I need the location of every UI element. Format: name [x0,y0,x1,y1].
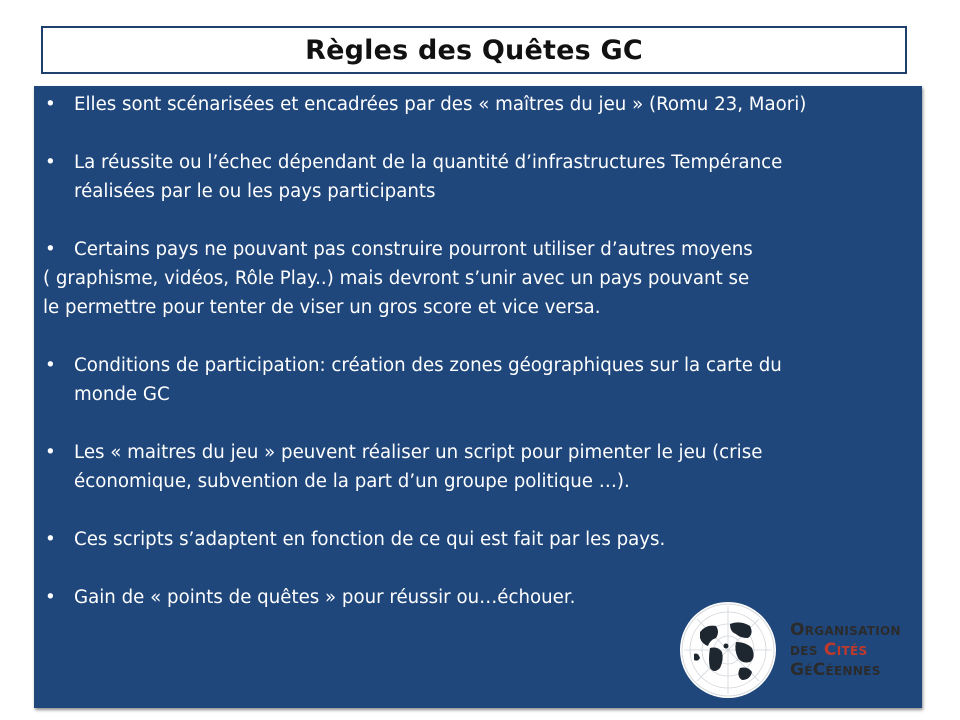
title-box [41,26,907,74]
list-item-text: Ces scripts s’adaptent en fonction de ce qui est fait par les pays. [74,529,666,550]
bullet-icon: • [45,239,56,260]
organisation-logo-text [790,620,920,680]
page-title: Règles des Quêtes GC [305,34,643,66]
list-item-continuation: le permettre pour tenter de viser un gros score et vice versa. [43,297,601,318]
list-item [34,438,922,496]
bullet-icon: • [45,587,56,608]
list-item-text: Certains pays ne pouvant pas construire pourront utiliser d’autres moyens [74,239,753,260]
list-item-continuation: ( graphisme, vidéos, Rôle Play..) mais devront s’unir avec un pays pouvant se [43,268,750,289]
list-item [34,235,922,264]
list-item [34,90,922,119]
globe-map-icon [680,602,776,698]
content-panel [34,86,922,708]
list-item [34,148,922,206]
list-item-text: réalisées par le ou les pays participants [74,181,436,202]
bullet-icon: • [45,529,56,550]
bullet-list [34,86,922,612]
org-line-2-b: Cités [823,640,868,660]
org-line-2 [790,640,920,660]
bullet-icon: • [45,152,56,173]
bullet-icon: • [45,355,56,376]
org-line-3: GéCéennes [790,660,881,680]
list-item-text: monde GC [74,384,170,405]
bullet-icon: • [45,94,56,115]
bullet-icon: • [45,442,56,463]
list-item-text: Les « maitres du jeu » peuvent réaliser un script pour pimenter le jeu (crise [74,442,763,463]
org-line-2-a: des [790,640,824,660]
list-item-text: économique, subvention de la part d’un groupe politique …). [74,471,630,492]
list-item [34,525,922,554]
list-item-text: Conditions de participation: création des zones géographiques sur la carte du [74,355,782,376]
list-item-text: La réussite ou l’échec dépendant de la quantité d’infrastructures Tempérance [74,152,783,173]
list-item-text: Elles sont scénarisées et encadrées par des « maîtres du jeu » (Romu 23, Maori) [74,94,807,115]
list-item [34,583,922,612]
org-line-1: Organisation [790,620,901,640]
list-item-text: Gain de « points de quêtes » pour réussir ou…échouer. [74,587,576,608]
list-item [34,351,922,409]
globe-map-icon-graphic [680,602,776,698]
